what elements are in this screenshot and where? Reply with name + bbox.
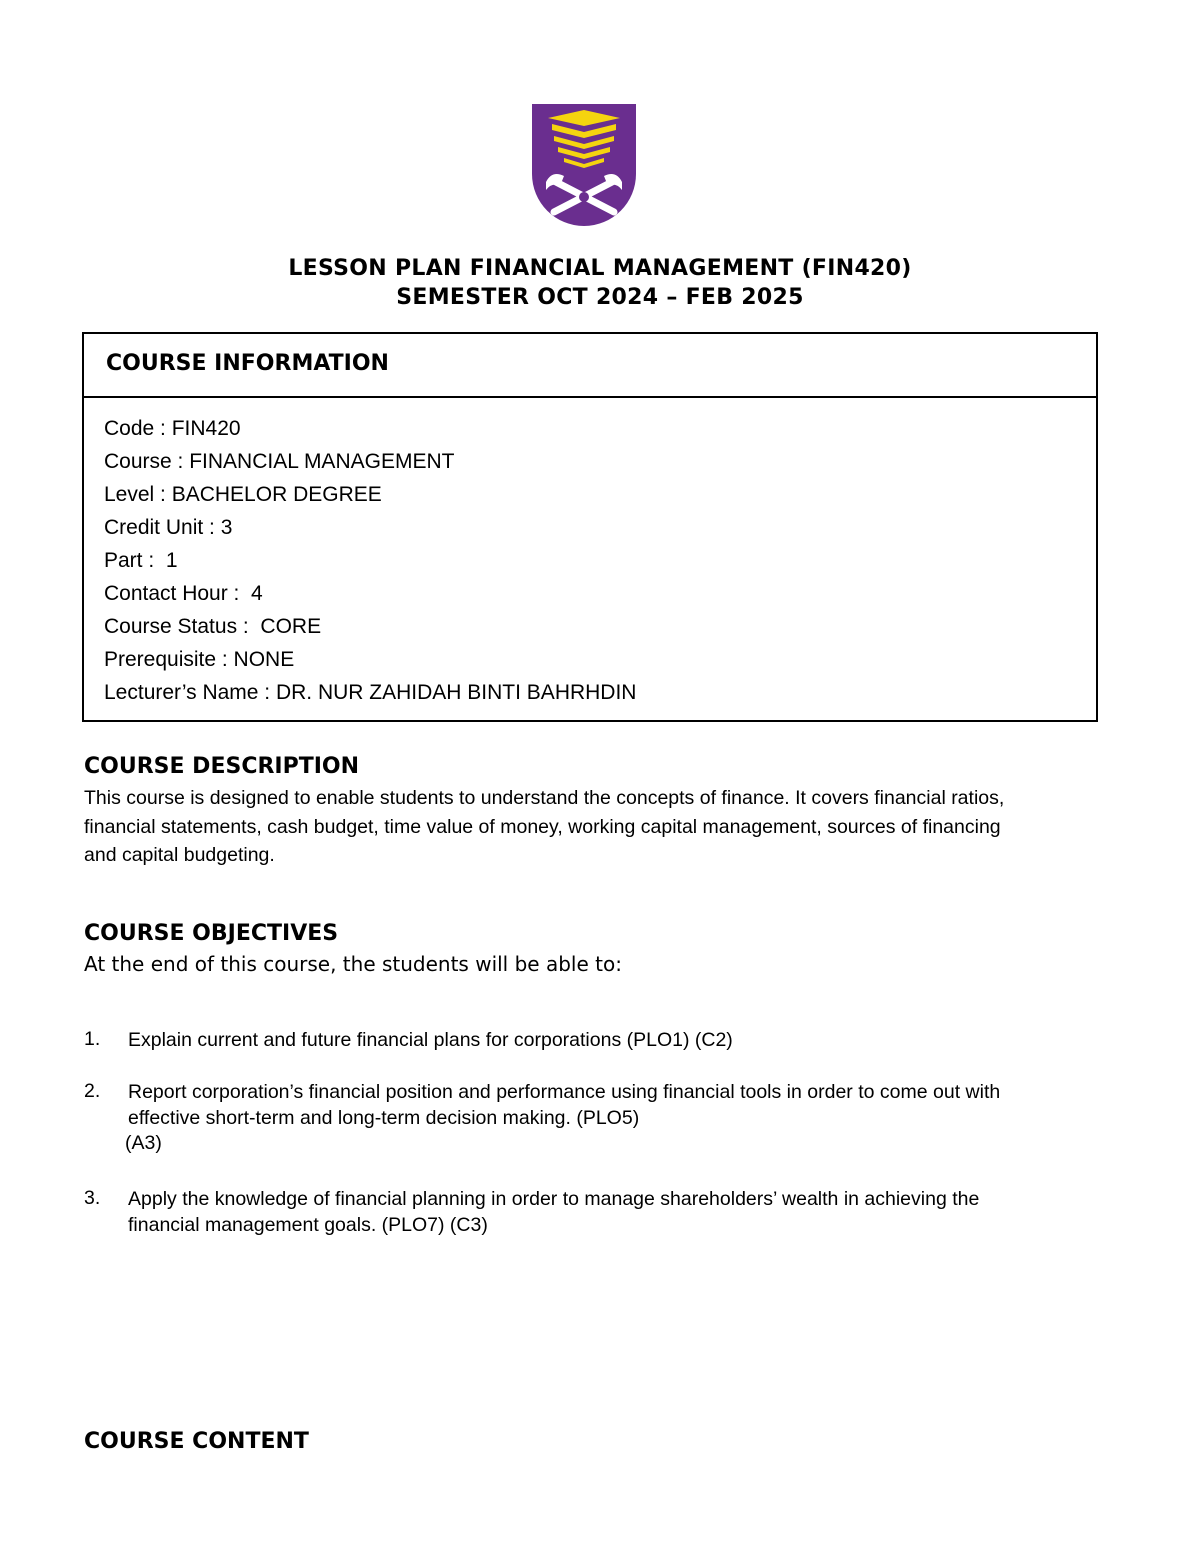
- objective-number: 3.: [84, 1187, 101, 1209]
- info-row-credit-unit: Credit Unit : 3: [104, 516, 233, 539]
- course-information-box: [82, 332, 1098, 722]
- description-line: financial statements, cash budget, time value of money, working capital management, sources of financing: [84, 815, 1001, 838]
- objective-number: 1.: [84, 1028, 101, 1050]
- info-row-code: Code : FIN420: [104, 417, 241, 440]
- description-line: and capital budgeting.: [84, 844, 275, 866]
- objective-item: [84, 1028, 1124, 1054]
- objective-line: financial management goals. (PLO7) (C3): [128, 1213, 488, 1236]
- course-description-heading: COURSE DESCRIPTION: [84, 754, 360, 779]
- info-row-lecturer: Lecturer’s Name : DR. NUR ZAHIDAH BINTI BAHRHDIN: [104, 681, 637, 704]
- info-row-course: Course : FINANCIAL MANAGEMENT: [104, 450, 455, 473]
- info-row-prerequisite: Prerequisite : NONE: [104, 648, 295, 671]
- course-description-text: [84, 784, 1124, 870]
- course-objectives-heading: COURSE OBJECTIVES: [84, 921, 339, 946]
- uitm-crest-icon: [532, 104, 636, 232]
- university-logo: [532, 104, 636, 232]
- objective-number: 2.: [84, 1080, 101, 1102]
- objective-item: [84, 1187, 1124, 1238]
- course-objectives-intro: At the end of this course, the students will be able to:: [84, 952, 622, 976]
- info-row-part: Part : 1: [104, 549, 178, 572]
- info-row-contact-hour: Contact Hour : 4: [104, 582, 263, 605]
- objective-line: Apply the knowledge of financial planning in order to manage shareholders’ wealth in achieving the: [128, 1188, 980, 1210]
- course-information-rows: [84, 398, 1096, 711]
- document-title: LESSON PLAN FINANCIAL MANAGEMENT (FIN420): [288, 256, 912, 281]
- objective-line: effective short-term and long-term decision making. (PLO5): [128, 1106, 640, 1129]
- course-content-heading: COURSE CONTENT: [84, 1429, 309, 1454]
- objective-item: [84, 1080, 1124, 1157]
- objective-line: (A3): [125, 1132, 162, 1154]
- objective-line: Explain current and future financial plans for corporations (PLO1) (C2): [128, 1029, 733, 1051]
- objective-line: Report corporation’s financial position and performance using financial tools in order to come out with: [128, 1081, 1001, 1103]
- info-row-level: Level : BACHELOR DEGREE: [104, 483, 382, 506]
- course-information-heading: COURSE INFORMATION: [84, 334, 1096, 398]
- document-subtitle: SEMESTER OCT 2024 – FEB 2025: [396, 285, 804, 310]
- info-row-course-status: Course Status : CORE: [104, 615, 322, 638]
- description-line: This course is designed to enable students to understand the concepts of finance. It covers financial ratios,: [84, 787, 1005, 809]
